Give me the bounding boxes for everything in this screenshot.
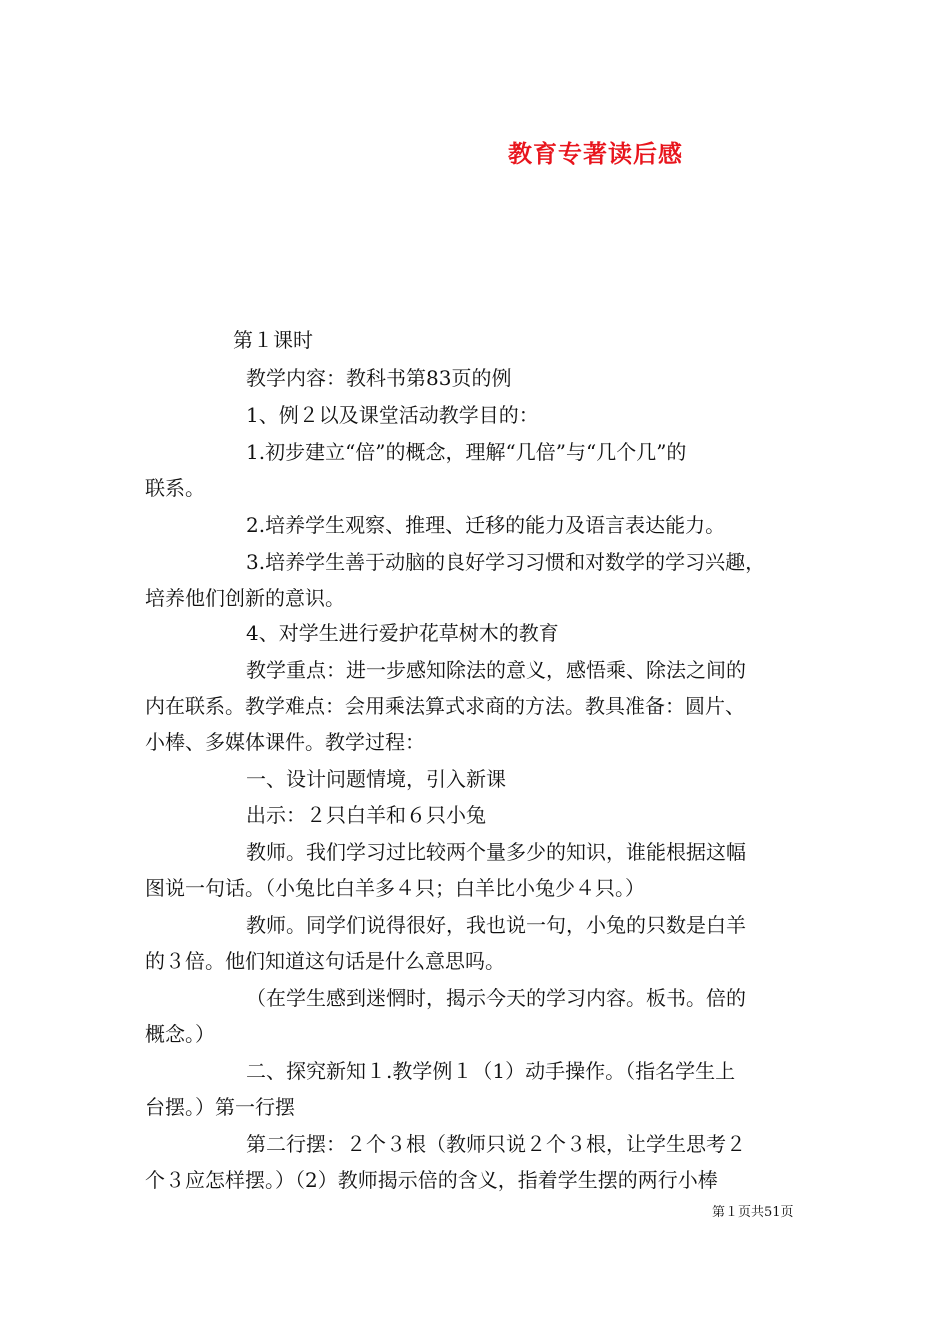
text-line: （在学生感到迷惘时，揭示今天的学习内容。板书。倍的 — [246, 986, 746, 1010]
text-line: 3.培养学生善于动脑的良好学习习惯和对数学的学习兴趣， — [246, 550, 766, 574]
text-line: 教学重点：进一步感知除法的意义，感悟乘、除法之间的 — [246, 658, 746, 682]
text-line: 内在联系。教学难点：会用乘法算式求商的方法。教具准备：圆片、 — [145, 694, 745, 718]
text-line: 图说一句话。（小兔比白羊多４只；白羊比小兔少４只。） — [145, 876, 645, 900]
document-title: 教育专著读后感 — [508, 139, 683, 168]
text-line: 培养他们创新的意识。 — [145, 586, 345, 610]
text-line: 1.初步建立“倍”的概念，理解“几倍”与“几个几”的 — [246, 440, 687, 464]
text-line: 出示：２只白羊和６只小兔 — [246, 803, 486, 827]
text-line: 4、对学生进行爱护花草树木的教育 — [246, 621, 559, 645]
text-line: 一、设计问题情境，引入新课 — [246, 767, 506, 791]
text-line: 二、探究新知１.教学例１（1）动手操作。（指名学生上 — [246, 1059, 736, 1083]
text-line: 教学内容：教科书第83页的例 — [246, 366, 512, 390]
text-line: 教师。我们学习过比较两个量多少的知识，谁能根据这幅 — [246, 840, 746, 864]
text-line: 第二行摆：２个３根（教师只说２个３根，让学生思考２ — [246, 1132, 746, 1156]
page-number: 第１页共51页 — [712, 1205, 794, 1220]
text-line: 教师。同学们说得很好，我也说一句，小兔的只数是白羊 — [246, 913, 746, 937]
text-line: 个３应怎样摆。）（2）教师揭示倍的含义，指着学生摆的两行小棒 — [145, 1168, 718, 1192]
text-line: 2.培养学生观察、推理、迁移的能力及语言表达能力。 — [246, 513, 726, 537]
text-line: 1、例２以及课堂活动教学目的： — [246, 403, 539, 427]
text-line: 第１课时 — [233, 328, 313, 352]
text-line: 台摆。）第一行摆 — [145, 1095, 295, 1119]
text-line: 概念。） — [145, 1022, 215, 1046]
text-line: 小棒、多媒体课件。教学过程： — [145, 730, 425, 754]
text-line: 联系。 — [145, 476, 205, 500]
text-line: 的３倍。他们知道这句话是什么意思吗。 — [145, 949, 505, 973]
